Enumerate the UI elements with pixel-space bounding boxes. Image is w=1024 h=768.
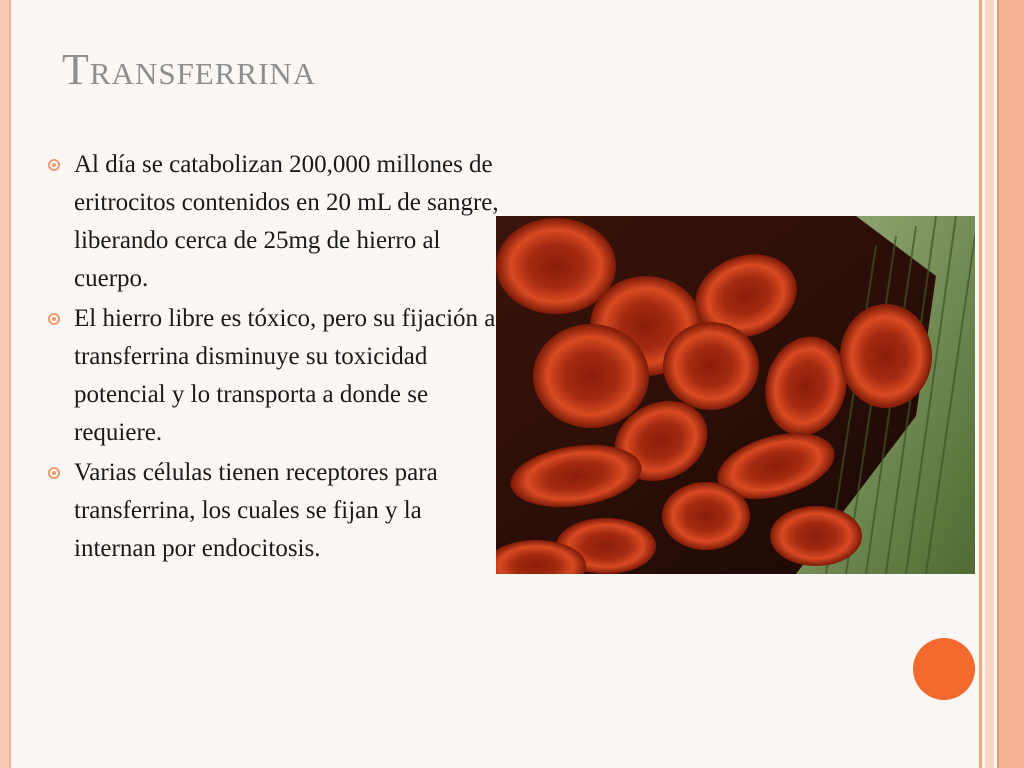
- left-border-stripe: [0, 0, 11, 768]
- bullet-item-2: [44, 300, 504, 452]
- stripe-light: [985, 0, 994, 768]
- stripe-wide: [997, 0, 1024, 768]
- circle-bullet-icon: [48, 467, 60, 479]
- slide-title: Transferrina: [62, 45, 317, 94]
- bullet-text: El hierro libre es tóxico, pero su fijación a transferrina disminuye su toxicidad potencial y lo transporta a donde se requiere.: [74, 305, 496, 446]
- bullet-text: Al día se catabolizan 200,000 millones de eritrocitos contenidos en 20 mL de sangre, liberando cerca de 25mg de hierro al cuerpo.: [74, 151, 499, 292]
- circle-bullet-icon: [48, 313, 60, 325]
- red-blood-cells-photo: [496, 216, 975, 574]
- right-border-stripes: [979, 0, 1024, 768]
- bullet-item-3: [44, 454, 504, 568]
- red-blood-cells-illustration: [496, 216, 975, 574]
- bullet-text: Varias células tienen receptores para transferrina, los cuales se fijan y la internan por endocitosis.: [74, 459, 438, 562]
- bullet-list: [44, 146, 504, 568]
- bullet-item-1: [44, 146, 504, 298]
- stripe-thin: [979, 0, 982, 768]
- circle-bullet-icon: [48, 159, 60, 171]
- decorative-orange-circle: [913, 638, 975, 700]
